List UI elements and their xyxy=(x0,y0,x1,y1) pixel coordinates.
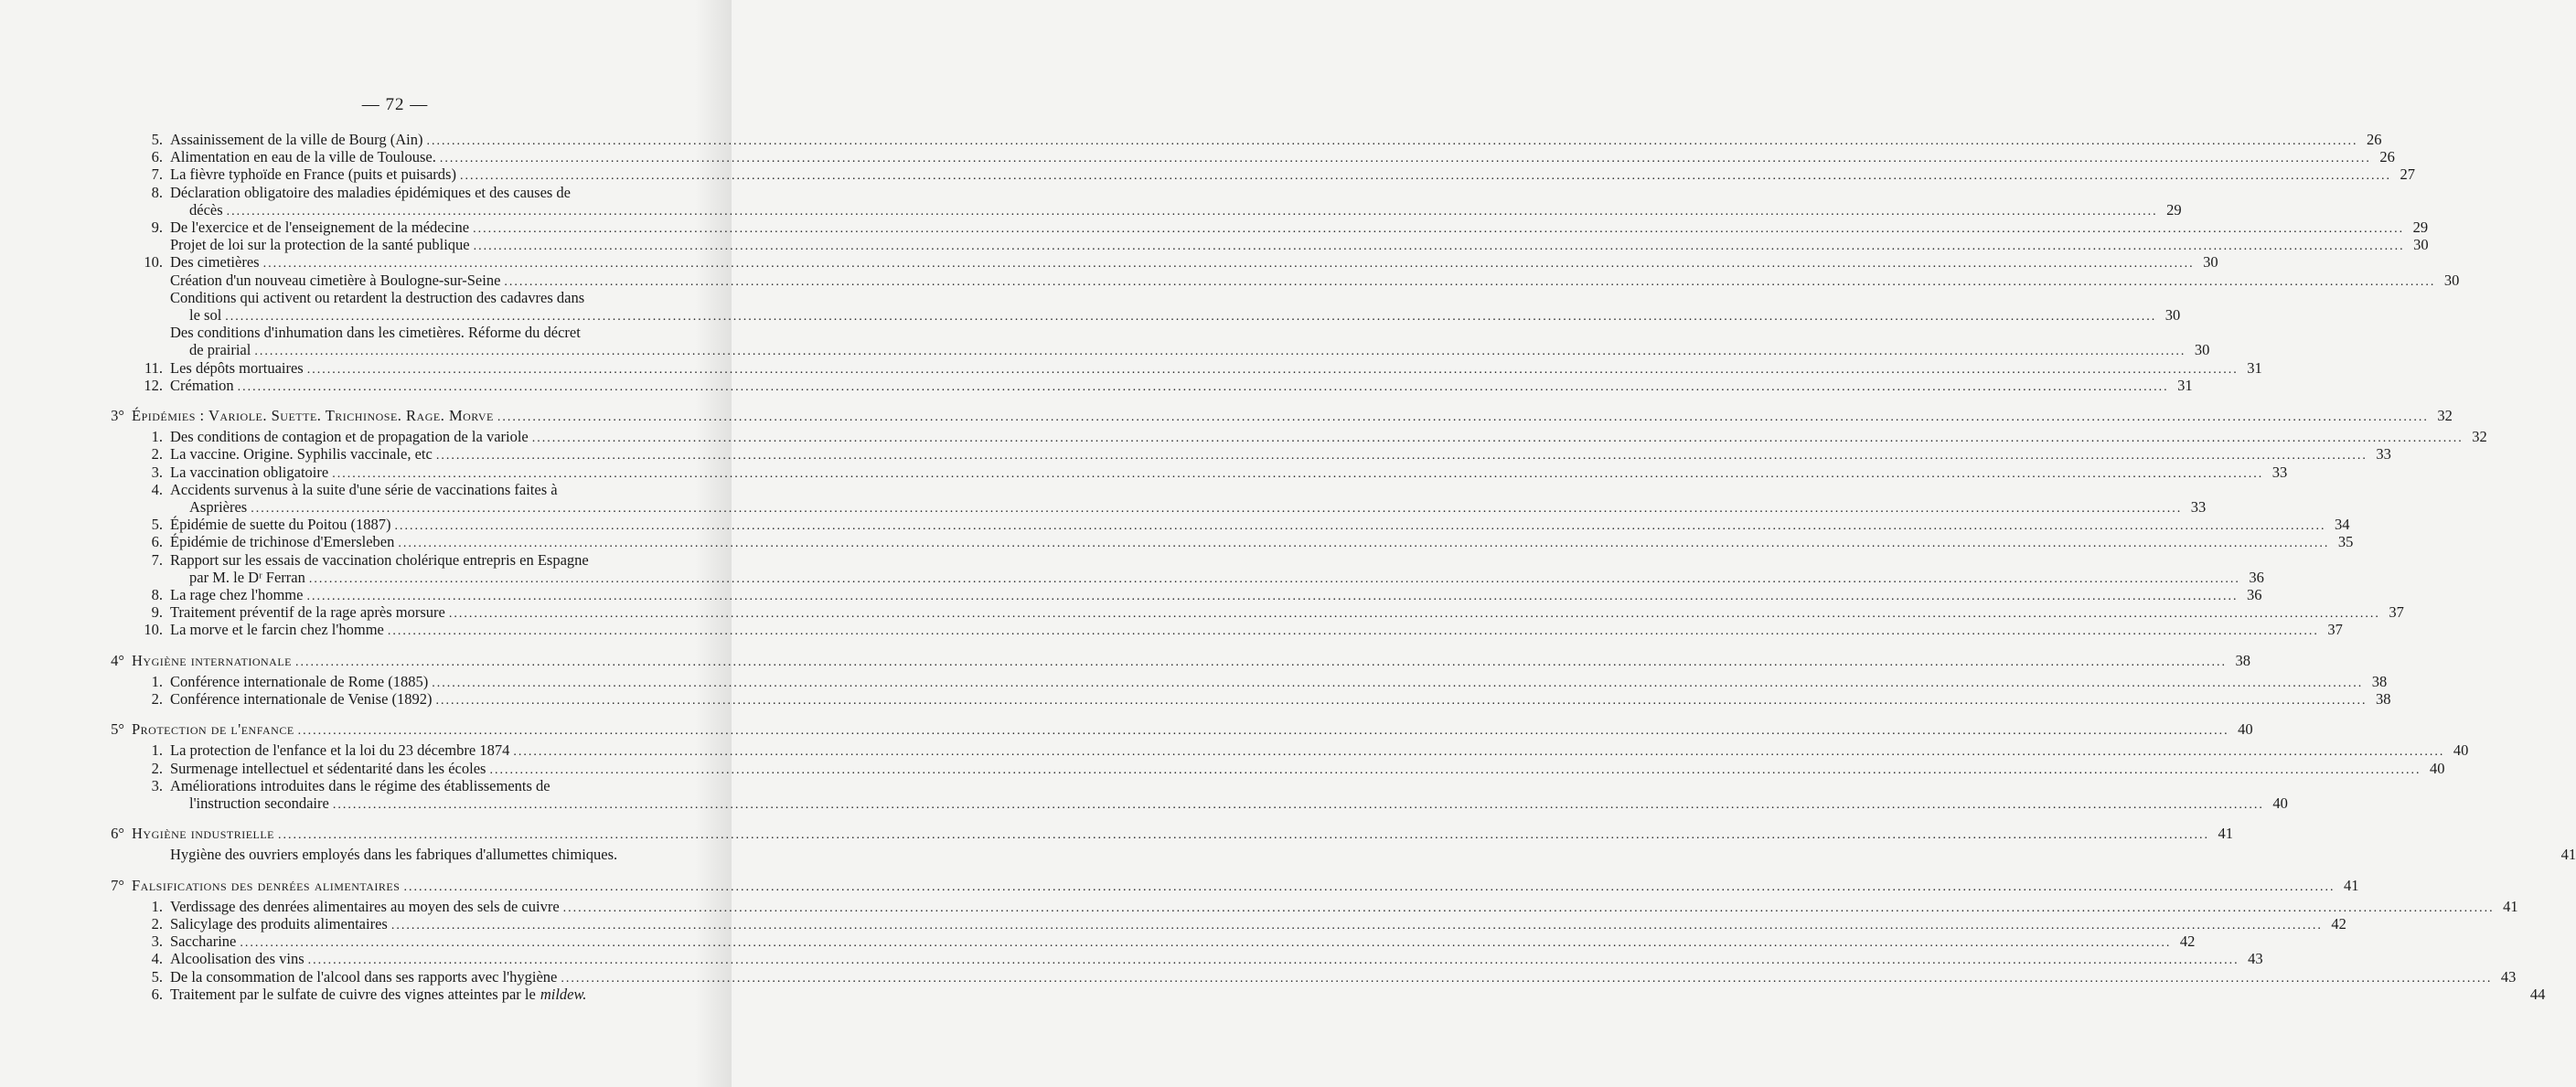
entry-page-number: 26 xyxy=(2379,148,2395,166)
entry-page-number: 36 xyxy=(2246,586,2262,603)
entry-page-number: 29 xyxy=(2412,218,2429,236)
entry-page-number: 40 xyxy=(2238,720,2253,739)
leader-dots xyxy=(388,620,2319,640)
entry-number: 5. xyxy=(151,131,163,148)
entry-page-number: 30 xyxy=(2413,236,2429,254)
entry-number: 3. xyxy=(151,463,163,481)
entry-title: Des conditions d'inhumation dans les cimetières. Réforme du décret xyxy=(170,324,581,342)
entry-number: 12. xyxy=(144,376,163,394)
entry-title: Hygiène internationale xyxy=(132,651,293,669)
entry-number: 1. xyxy=(151,672,163,690)
entry-title: de prairial xyxy=(189,341,251,359)
leader-dots xyxy=(295,651,2227,671)
entry-page-number: 31 xyxy=(2247,358,2262,377)
leader-dots xyxy=(278,824,2209,844)
entry-page-number: 41 xyxy=(2503,897,2518,915)
entry-page-number: 41 xyxy=(2560,846,2576,864)
entry-page-number: 43 xyxy=(2500,967,2517,986)
entry-page-number: 40 xyxy=(2272,794,2288,812)
entry-title: Création d'un nouveau cimetière à Boulogne-sur-Seine xyxy=(170,271,501,289)
section-heading xyxy=(108,719,2253,740)
entry-page-number: 40 xyxy=(2453,741,2469,760)
leader-dots xyxy=(561,967,2492,987)
entry-page-number: 35 xyxy=(2337,533,2354,551)
entry-page-number: 37 xyxy=(2327,621,2343,639)
entry-title: Rapport sur les essais de vaccination cholérique entrepris en Espagne xyxy=(170,550,589,569)
entry-page-number: 27 xyxy=(2400,165,2415,184)
entry-title: Des cimetières xyxy=(170,253,260,272)
entry-page-number: 38 xyxy=(2371,672,2388,690)
leader-dots xyxy=(504,271,2435,291)
entry-title: Déclaration obligatoire des maladies épidémiques et des causes de xyxy=(170,183,572,201)
entry-page-number: 30 xyxy=(2443,271,2460,289)
toc-entry xyxy=(137,689,2391,709)
entry-number: 9. xyxy=(151,603,163,622)
section-heading xyxy=(108,824,2234,844)
page-number: — 72 — xyxy=(361,95,429,114)
entry-page-number: 41 xyxy=(2343,876,2359,894)
entry-number: 8. xyxy=(151,183,163,201)
entry-number: 2. xyxy=(151,915,163,932)
entry-title: Falsifications des denrées alimentaires xyxy=(132,876,401,894)
toc-entry xyxy=(137,985,2546,1005)
entry-page-number: 32 xyxy=(2437,407,2453,424)
leader-dots xyxy=(436,689,2368,709)
entry-page-number: 36 xyxy=(2249,568,2264,586)
entry-page-number: 43 xyxy=(2248,950,2263,968)
entry-page-number: 34 xyxy=(2335,516,2350,534)
entry-title: La morve et le farcin chez l'homme xyxy=(170,621,384,639)
entry-title: Alcoolisation des vins xyxy=(170,950,305,968)
entry-number: 3. xyxy=(151,776,163,794)
entry-title: Traitement préventif de la rage après morsure xyxy=(170,603,445,622)
entry-title: Épidémies : Variole. Suette. Trichinose. Rage. Morve xyxy=(132,407,494,424)
entry-page-number: 42 xyxy=(2179,932,2196,951)
entry-number: 1. xyxy=(151,741,163,760)
entry-title: Crémation xyxy=(170,376,234,394)
entry-title: La vaccine. Origine. Syphilis vaccinale, etc xyxy=(170,445,433,464)
entry-page-number: 37 xyxy=(2389,603,2404,622)
entry-page-number: 41 xyxy=(2218,825,2234,843)
entry-title-italic: mildew. xyxy=(540,985,587,1003)
entry-title: La rage chez l'homme xyxy=(170,586,304,603)
entry-number: 2. xyxy=(151,445,163,464)
entry-title: La fièvre typhoïde en France (puits et puisards) xyxy=(170,165,456,184)
entry-title: De l'exercice et de l'enseignement de la médecine xyxy=(170,218,470,236)
entry-number: 6. xyxy=(151,148,163,166)
entry-title: le sol xyxy=(189,306,222,324)
toc-entry xyxy=(137,376,2193,396)
entry-title: Des conditions de contagion et de propagation de la variole xyxy=(170,428,529,446)
entry-title: Accidents survenus à la suite d'une série de vaccinations faites à xyxy=(170,480,558,498)
leader-dots xyxy=(238,376,2169,396)
entry-title: Épidémie de trichinose d'Emersleben xyxy=(170,533,395,551)
entry-title: De la consommation de l'alcool dans ses rapports avec l'hygiène xyxy=(170,967,558,986)
entry-page-number: 44 xyxy=(2529,985,2546,1003)
leader-dots xyxy=(497,406,2429,426)
entry-number: 2. xyxy=(151,690,163,708)
entry-title: Les dépôts mortuaires xyxy=(170,358,304,377)
entry-title: La vaccination obligatoire xyxy=(170,463,329,481)
entry-number: 3° xyxy=(111,407,124,424)
entry-number: 6° xyxy=(111,825,124,843)
toc-entry-continuation xyxy=(189,794,2288,814)
entry-title: Projet de loi sur la protection de la santé publique xyxy=(170,236,470,254)
entry-title: Améliorations introduites dans le régime des établissements de xyxy=(170,776,550,794)
entry-title: Surmenage intellectuel et sédentarité dans les écoles xyxy=(170,759,486,777)
entry-number: 1. xyxy=(151,897,163,915)
entry-page-number: 29 xyxy=(2166,200,2182,218)
entry-page-number: 33 xyxy=(2271,463,2288,481)
entry-page-number: 32 xyxy=(2472,428,2487,446)
entry-page-number: 42 xyxy=(2331,915,2346,932)
entry-title: Asprières xyxy=(189,498,248,516)
entry-number: 7. xyxy=(151,550,163,569)
entry-title: Hygiène industrielle xyxy=(132,825,275,843)
entry-title: Alimentation en eau de la ville de Toulouse. xyxy=(170,148,436,166)
entry-page-number: 31 xyxy=(2177,376,2193,394)
entry-title: Salicylage des produits alimentaires xyxy=(170,915,388,932)
entry-title: Traitement par le sulfate de cuivre des vignes atteintes par le xyxy=(170,985,536,1003)
entry-title: La protection de l'enfance et la loi du 23 décembre 1874 xyxy=(170,741,510,760)
entry-number: 2. xyxy=(151,759,163,777)
leader-dots xyxy=(489,759,2421,779)
entry-title: Hygiène des ouvriers employés dans les fabriques d'allumettes chimiques. xyxy=(170,846,618,864)
entry-number: 4° xyxy=(111,651,124,669)
entry-number: 8. xyxy=(151,586,163,603)
entry-number: 6. xyxy=(151,533,163,551)
entry-number: 9. xyxy=(151,218,163,236)
toc-entry xyxy=(137,845,2576,865)
leader-dots xyxy=(403,876,2335,896)
entry-number: 3. xyxy=(151,932,163,951)
entry-number: 1. xyxy=(151,428,163,446)
entry-number: 5. xyxy=(151,967,163,986)
section-heading xyxy=(108,651,2251,671)
entry-title: Épidémie de suette du Poitou (1887) xyxy=(170,516,391,534)
entry-number: 4. xyxy=(151,950,163,968)
entry-number: 5. xyxy=(151,516,163,534)
entry-title: décès xyxy=(189,200,223,218)
entry-number: 6. xyxy=(151,985,163,1003)
leader-dots xyxy=(333,794,2264,814)
entry-page-number: 33 xyxy=(2376,445,2391,464)
entry-number: 4. xyxy=(151,480,163,498)
entry-title: Verdissage des denrées alimentaires au moyen des sels de cuivre xyxy=(170,897,560,915)
entry-page-number: 40 xyxy=(2429,759,2445,777)
leader-dots xyxy=(398,532,2329,552)
entry-number: 10. xyxy=(144,621,163,639)
leader-dots xyxy=(298,719,2229,740)
entry-page-number: 30 xyxy=(2203,253,2218,272)
entry-number: 10. xyxy=(144,253,163,272)
entry-title: Conférence internationale de Venise (1892) xyxy=(170,690,433,708)
section-heading xyxy=(108,876,2359,896)
entry-title: Protection de l'enfance xyxy=(132,720,294,739)
entry-title: Assainissement de la ville de Bourg (Ain) xyxy=(170,131,423,148)
entry-title: Conférence internationale de Rome (1885) xyxy=(170,672,429,690)
entry-title: Saccharine xyxy=(170,932,237,951)
entry-number: 7. xyxy=(151,165,163,184)
section-heading xyxy=(108,406,2453,426)
entry-number: 11. xyxy=(144,358,163,377)
entry-page-number: 30 xyxy=(2164,306,2181,324)
entry-title: par M. le Dʳ Ferran xyxy=(189,568,305,586)
entry-page-number: 38 xyxy=(2376,690,2391,708)
entry-title: Conditions qui activent ou retardent la destruction des cadavres dans xyxy=(170,288,585,306)
entry-page-number: 33 xyxy=(2190,498,2207,516)
toc-entry xyxy=(137,620,2343,640)
entry-page-number: 30 xyxy=(2194,341,2210,359)
entry-title: l'instruction secondaire xyxy=(189,794,329,812)
entry-number: 5° xyxy=(111,720,124,739)
entry-page-number: 38 xyxy=(2235,651,2251,669)
leader-dots xyxy=(460,165,2391,185)
entry-page-number: 26 xyxy=(2366,131,2382,148)
entry-number: 7° xyxy=(111,876,124,894)
